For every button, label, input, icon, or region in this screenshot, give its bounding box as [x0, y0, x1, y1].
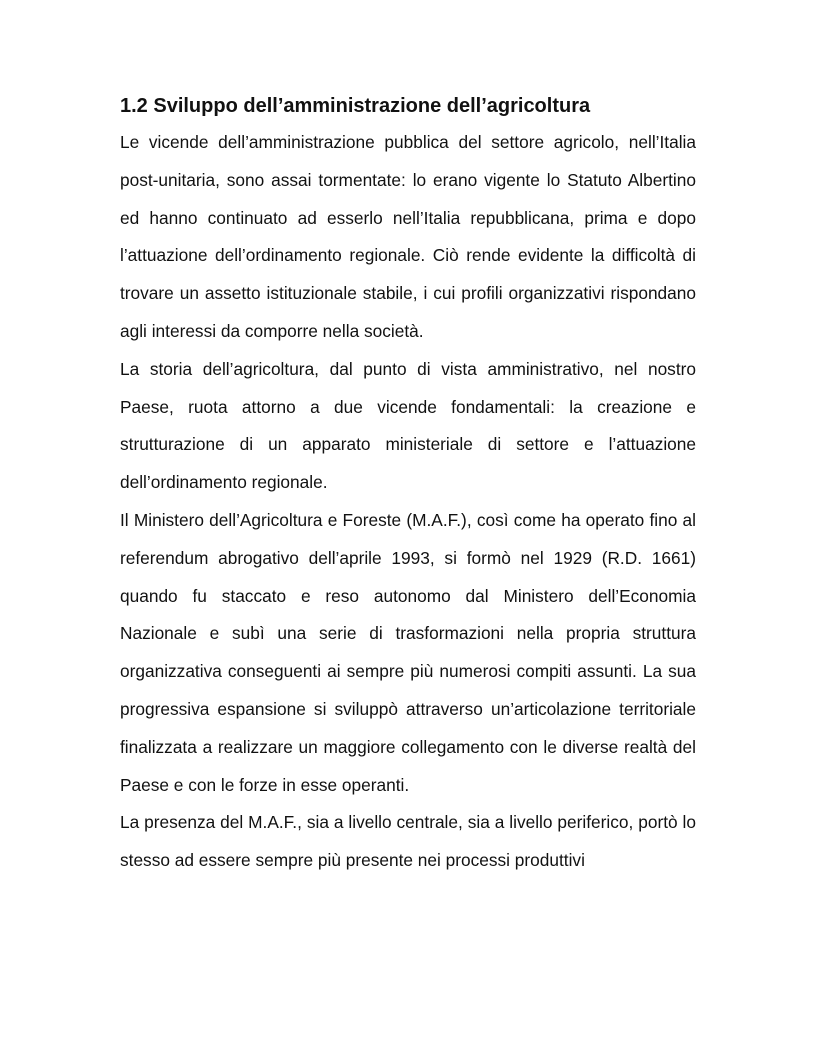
- paragraph-4: La presenza del M.A.F., sia a livello centrale, sia a livello periferico, portò lo stesso ad essere sempre più presente nei processi produttivi: [120, 812, 696, 871]
- paragraph-1: Le vicende dell’amministrazione pubblica del settore agricolo, nell’Italia post-unitaria, sono assai tormentate: lo erano vigente lo Statuto Albertino ed hanno continuato ad esserlo nell’Italia repubblicana, prima e dopo l’attuazione dell’ordinamento regionale. Ciò rende evidente la difficoltà di trovare un assetto istituzionale stabile, i cui profili organizzativi rispondano agli interessi da comporre nella società.: [120, 132, 696, 341]
- document-page: [120, 92, 696, 880]
- paragraph-2: La storia dell’agricoltura, dal punto di vista amministrativo, nel nostro Paese, ruota attorno a due vicende fondamentali: la creazione e strutturazione di un apparato ministeriale di settore e l’attuazione dell’ordinamento regionale.: [120, 358, 696, 493]
- section-heading: 1.2 Sviluppo dell’amministrazione dell’agricoltura: [120, 95, 591, 117]
- paragraph-3: Il Ministero dell’Agricoltura e Foreste (M.A.F.), così come ha operato fino al referendum abrogativo dell’aprile 1993, si formò nel 1929 (R.D. 1661) quando fu staccato e reso autonomo dal Ministero dell’Economia Nazionale e subì una serie di trasformazioni nella propria struttura organizzativa conseguenti ai sempre più numerosi compiti assunti. La sua progressiva espansione si sviluppò attraverso un’articolazione territoriale finalizzata a realizzare un maggiore collegamento con le diverse realtà del Paese e con le forze in esse operanti.: [120, 509, 696, 795]
